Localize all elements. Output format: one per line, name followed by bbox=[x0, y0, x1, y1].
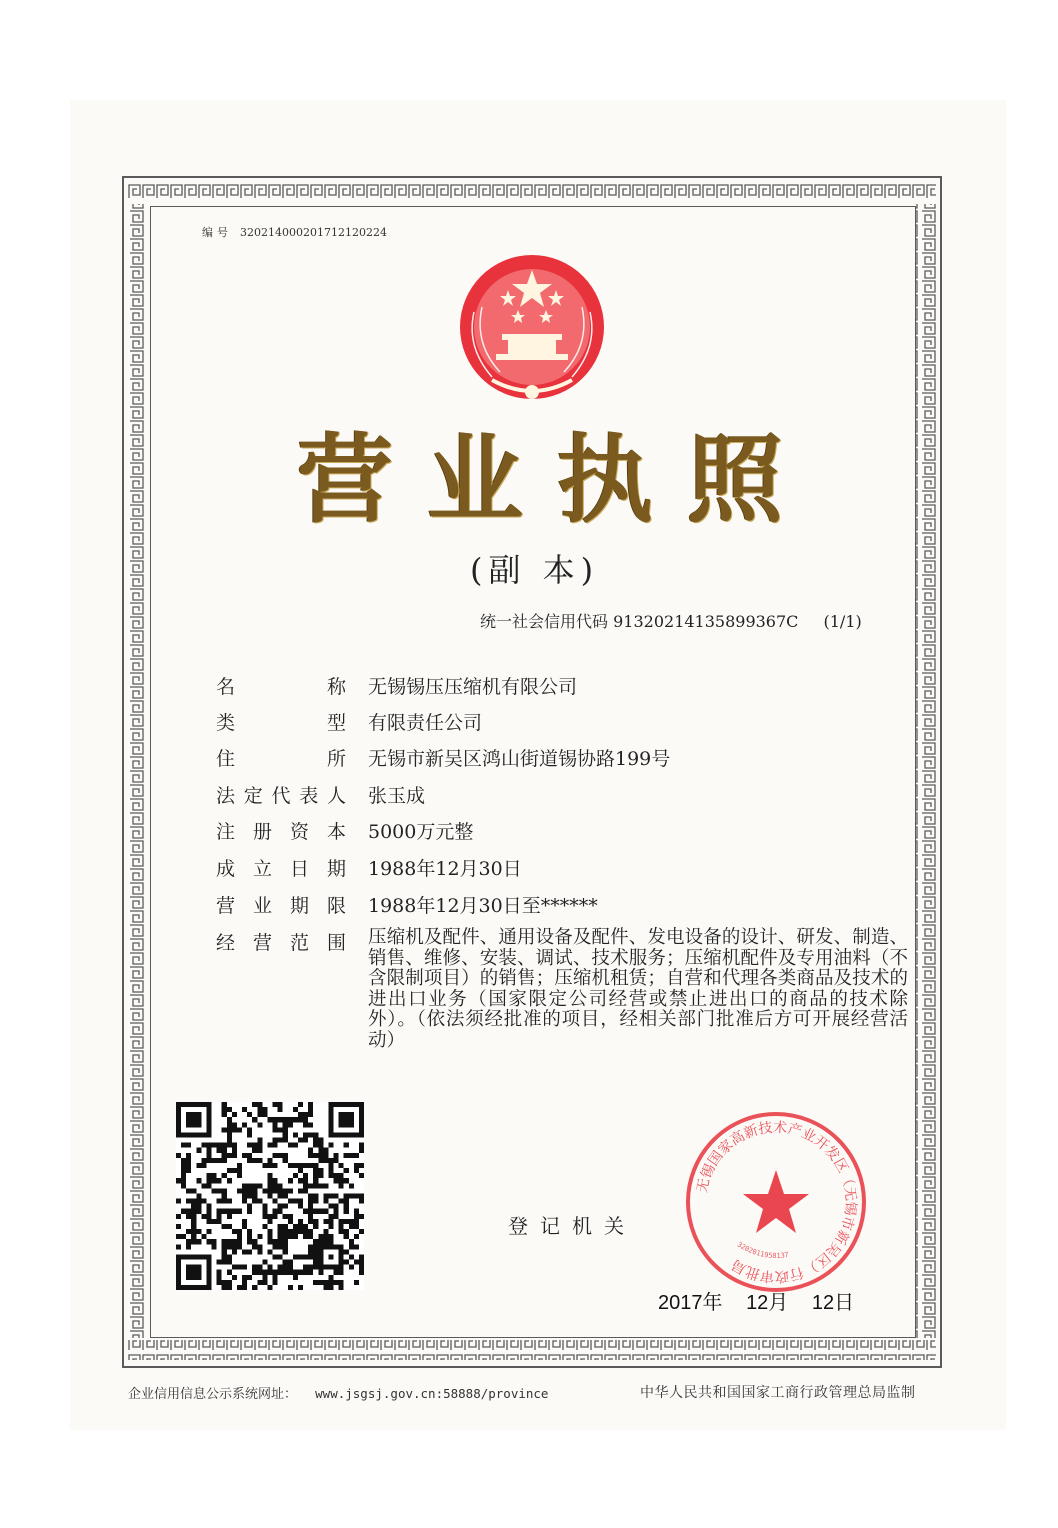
field-type-value: 有限责任公司 bbox=[368, 712, 483, 734]
subtitle-copy: (副 本) bbox=[470, 551, 600, 589]
footer-website bbox=[128, 1383, 548, 1402]
field-term-label: 营 业 期 限 bbox=[216, 895, 346, 917]
official-seal-icon bbox=[682, 1108, 870, 1296]
issue-date bbox=[658, 1286, 872, 1315]
field-address-label: 住 所 bbox=[216, 748, 346, 770]
credit-code-page: (1/1) bbox=[823, 612, 862, 631]
title-char-1: 营 bbox=[297, 423, 393, 536]
field-founded-label: 成 立 日 期 bbox=[216, 858, 346, 880]
serial-value: 320214000201712120224 bbox=[240, 226, 387, 239]
field-name-label: 名 称 bbox=[216, 676, 346, 698]
field-legal-label: 法 定 代 表 人 bbox=[216, 785, 346, 807]
license-title bbox=[290, 425, 790, 535]
field-name-value: 无锡锡压压缩机有限公司 bbox=[368, 676, 578, 698]
field-legal-value: 张玉成 bbox=[368, 785, 426, 807]
field-scope-label: 经 营 范 围 bbox=[216, 932, 346, 954]
issue-month: 12月 bbox=[746, 1292, 789, 1314]
credit-code-label: 统一社会信用代码 bbox=[480, 612, 609, 631]
credit-code-value: 91320214135899367C bbox=[613, 612, 799, 631]
serial-number bbox=[202, 224, 387, 240]
serial-label: 编号 bbox=[202, 226, 232, 239]
field-capital-label: 注 册 资 本 bbox=[216, 821, 346, 843]
registration-authority-label: 登记机关 bbox=[508, 1214, 636, 1238]
credit-code-line bbox=[480, 609, 862, 632]
title-char-2: 业 bbox=[427, 423, 523, 536]
seal-number: 3202011958137 bbox=[735, 1240, 790, 1261]
field-address-value: 无锡市新吴区鸿山街道锡协路199号 bbox=[368, 748, 671, 770]
issue-day: 12日 bbox=[811, 1292, 855, 1314]
issue-year: 2017年 bbox=[658, 1292, 723, 1314]
field-capital-value: 5000万元整 bbox=[368, 821, 474, 843]
field-founded-value: 1988年12月30日 bbox=[368, 858, 522, 880]
footer-issuer: 中华人民共和国国家工商行政管理总局监制 bbox=[640, 1385, 916, 1401]
title-char-3: 执 bbox=[557, 423, 653, 536]
footer-website-label: 企业信用信息公示系统网址： bbox=[128, 1387, 298, 1402]
national-emblem-icon bbox=[452, 252, 612, 412]
qr-code[interactable] bbox=[176, 1102, 364, 1290]
svg-text:3202011958137 bbox=[736, 1241, 790, 1261]
footer-website-url[interactable]: www.jsgsj.gov.cn:58888/province bbox=[315, 1386, 549, 1401]
seal-text: 无锡国家高新技术产业开发区（无锡市新吴区）行政审批局 bbox=[694, 1119, 859, 1285]
title-char-4: 照 bbox=[687, 423, 783, 536]
field-scope-value: 压缩机及配件、通用设备及配件、发电设备的设计、研发、制造、销售、维修、安装、调试、技术服务；压缩机配件及专用油料（不含限制项目）的销售；压缩机租赁；自营和代理各类商品及技术的进出口业务（国家限定公司经营或禁止进出口的商品的技术除外）。（依法须经批准的项目，经相关部门批准后方可开展经营活动） bbox=[368, 927, 908, 1051]
field-term-value: 1988年12月30日至****** bbox=[368, 895, 598, 917]
field-type-label: 类 型 bbox=[216, 712, 346, 734]
